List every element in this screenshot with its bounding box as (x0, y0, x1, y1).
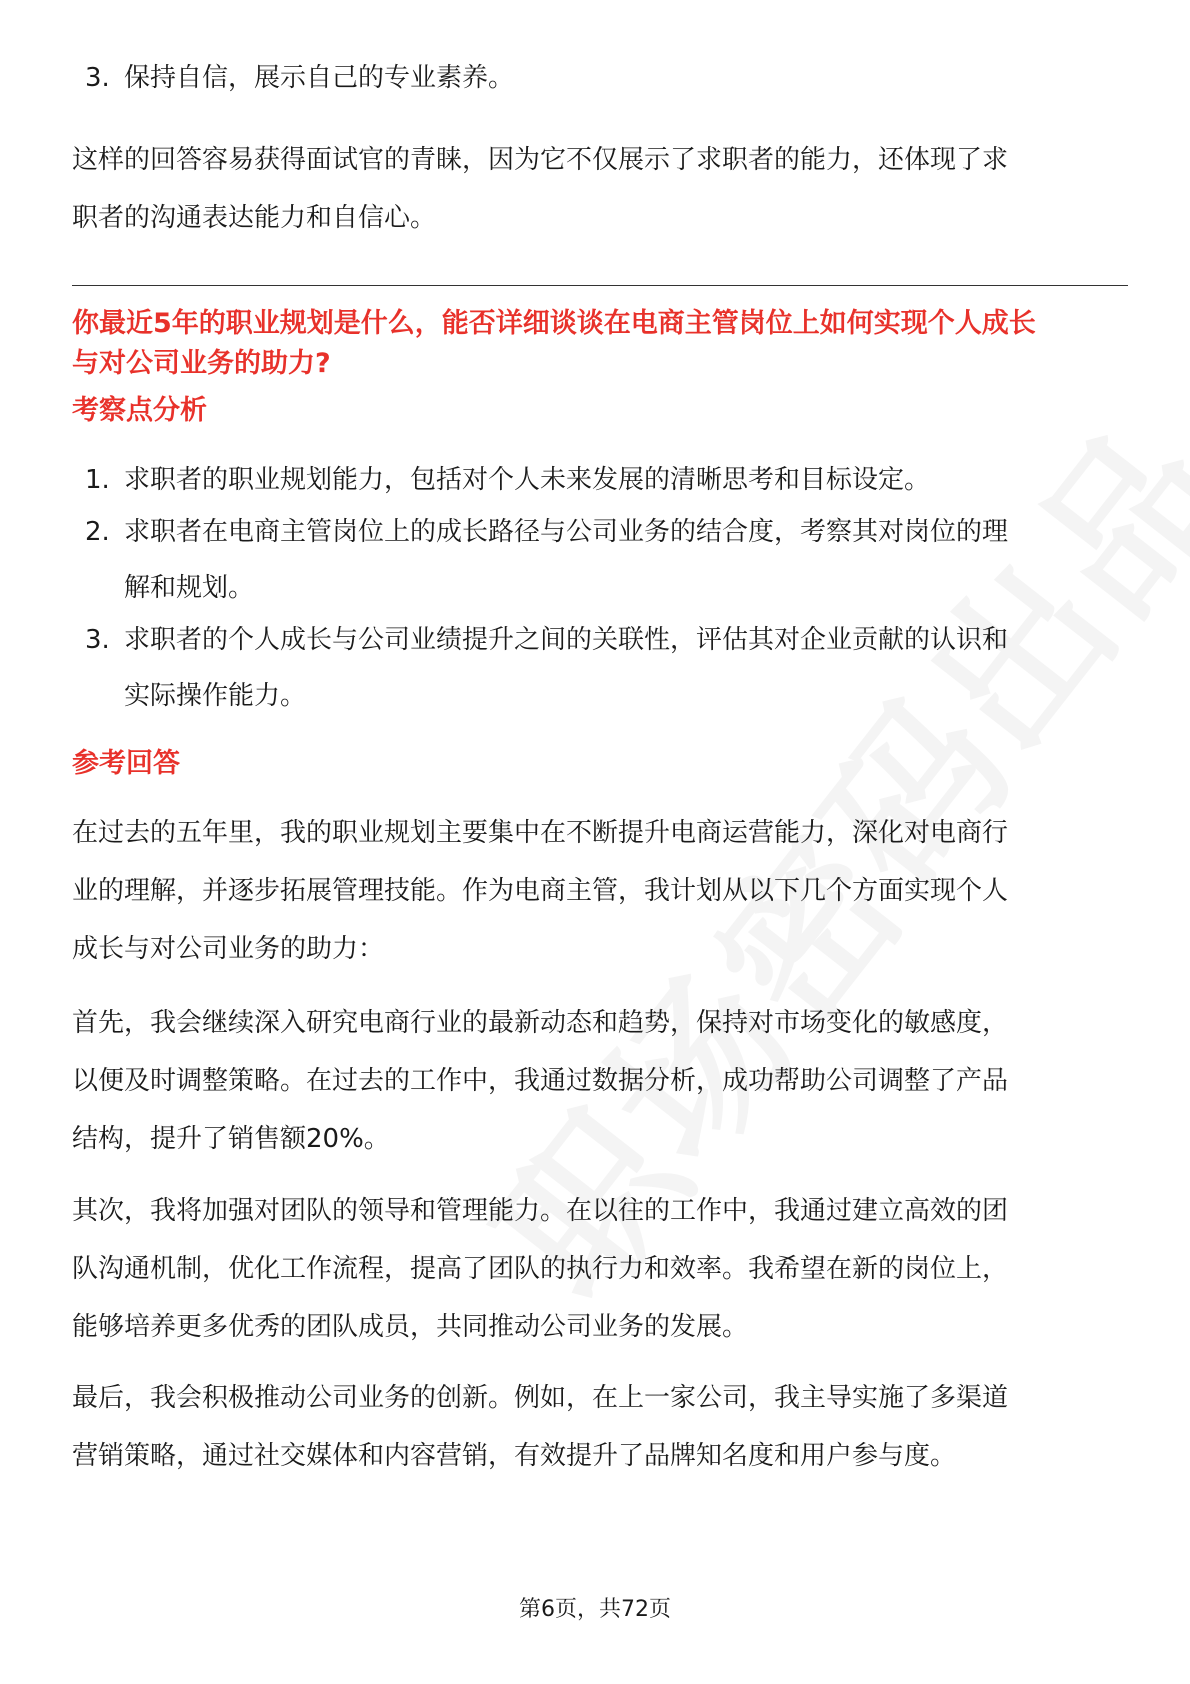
list-text: 实际操作能力。 (124, 681, 307, 711)
question-line: 你最近5年的职业规划是什么，能否详细谈谈在电商主管岗位上如何实现个人成长 (72, 308, 1036, 339)
paragraph-line: 结构，提升了销售额20%。 (72, 1124, 390, 1154)
answer-paragraph (72, 1369, 1128, 1485)
paragraph-line: 业的理解，并逐步拓展管理技能。作为电商主管，我计划从以下几个方面实现个人 (72, 876, 1009, 906)
list-item (72, 50, 1128, 106)
list-text: 保持自信，展示自己的专业素养。 (124, 63, 515, 93)
list-number: 1. (85, 465, 110, 495)
list-text: 求职者在电商主管岗位上的成长路径与公司业务的结合度，考察其对岗位的理 (124, 517, 1009, 547)
analysis-list (72, 452, 1128, 724)
list-number: 3. (85, 63, 110, 93)
question-line: 与对公司业务的助力? (72, 348, 331, 379)
list-item (72, 452, 1128, 508)
list-text: 求职者的个人成长与公司业绩提升之间的关联性，评估其对企业贡献的认识和 (124, 625, 1009, 655)
paragraph-line: 职者的沟通表达能力和自信心。 (72, 203, 437, 233)
paragraph-line: 能够培养更多优秀的团队成员，共同推动公司业务的发展。 (72, 1312, 749, 1342)
paragraph-line: 首先，我会继续深入研究电商行业的最新动态和趋势，保持对市场变化的敏感度， (72, 1008, 1009, 1038)
answer-paragraph (72, 994, 1128, 1168)
summary-paragraph (72, 131, 1128, 247)
answer-paragraph (72, 804, 1128, 978)
analysis-heading: 考察点分析 (72, 395, 207, 426)
paragraph-line: 队沟通机制，优化工作流程，提高了团队的执行力和效率。我希望在新的岗位上， (72, 1254, 1009, 1284)
answer-paragraph (72, 1182, 1128, 1356)
list-text: 解和规划。 (124, 573, 255, 603)
paragraph-line: 以便及时调整策略。在过去的工作中，我通过数据分析，成功帮助公司调整了产品 (72, 1066, 1009, 1096)
section-divider (72, 285, 1128, 286)
list-text: 求职者的职业规划能力，包括对个人未来发展的清晰思考和目标设定。 (124, 465, 931, 495)
list-number: 2. (85, 517, 110, 547)
paragraph-line: 这样的回答容易获得面试官的青睐，因为它不仅展示了求职者的能力，还体现了求 (72, 145, 1009, 175)
question-title (72, 304, 1128, 384)
paragraph-line: 成长与对公司业务的助力： (72, 934, 385, 964)
paragraph-line: 其次，我将加强对团队的领导和管理能力。在以往的工作中，我通过建立高效的团 (72, 1196, 1009, 1226)
top-list (72, 50, 1128, 106)
paragraph-line: 最后，我会积极推动公司业务的创新。例如，在上一家公司，我主导实施了多渠道 (72, 1383, 1009, 1413)
answer-heading: 参考回答 (72, 748, 180, 779)
page-footer: 第6页，共72页 (519, 1597, 671, 1622)
paragraph-line: 营销策略，通过社交媒体和内容营销，有效提升了品牌知名度和用户参与度。 (72, 1441, 957, 1471)
list-item (72, 612, 1128, 724)
paragraph-line: 在过去的五年里，我的职业规划主要集中在不断提升电商运营能力，深化对电商行 (72, 818, 1009, 848)
list-number: 3. (85, 625, 110, 655)
list-item (72, 504, 1128, 616)
